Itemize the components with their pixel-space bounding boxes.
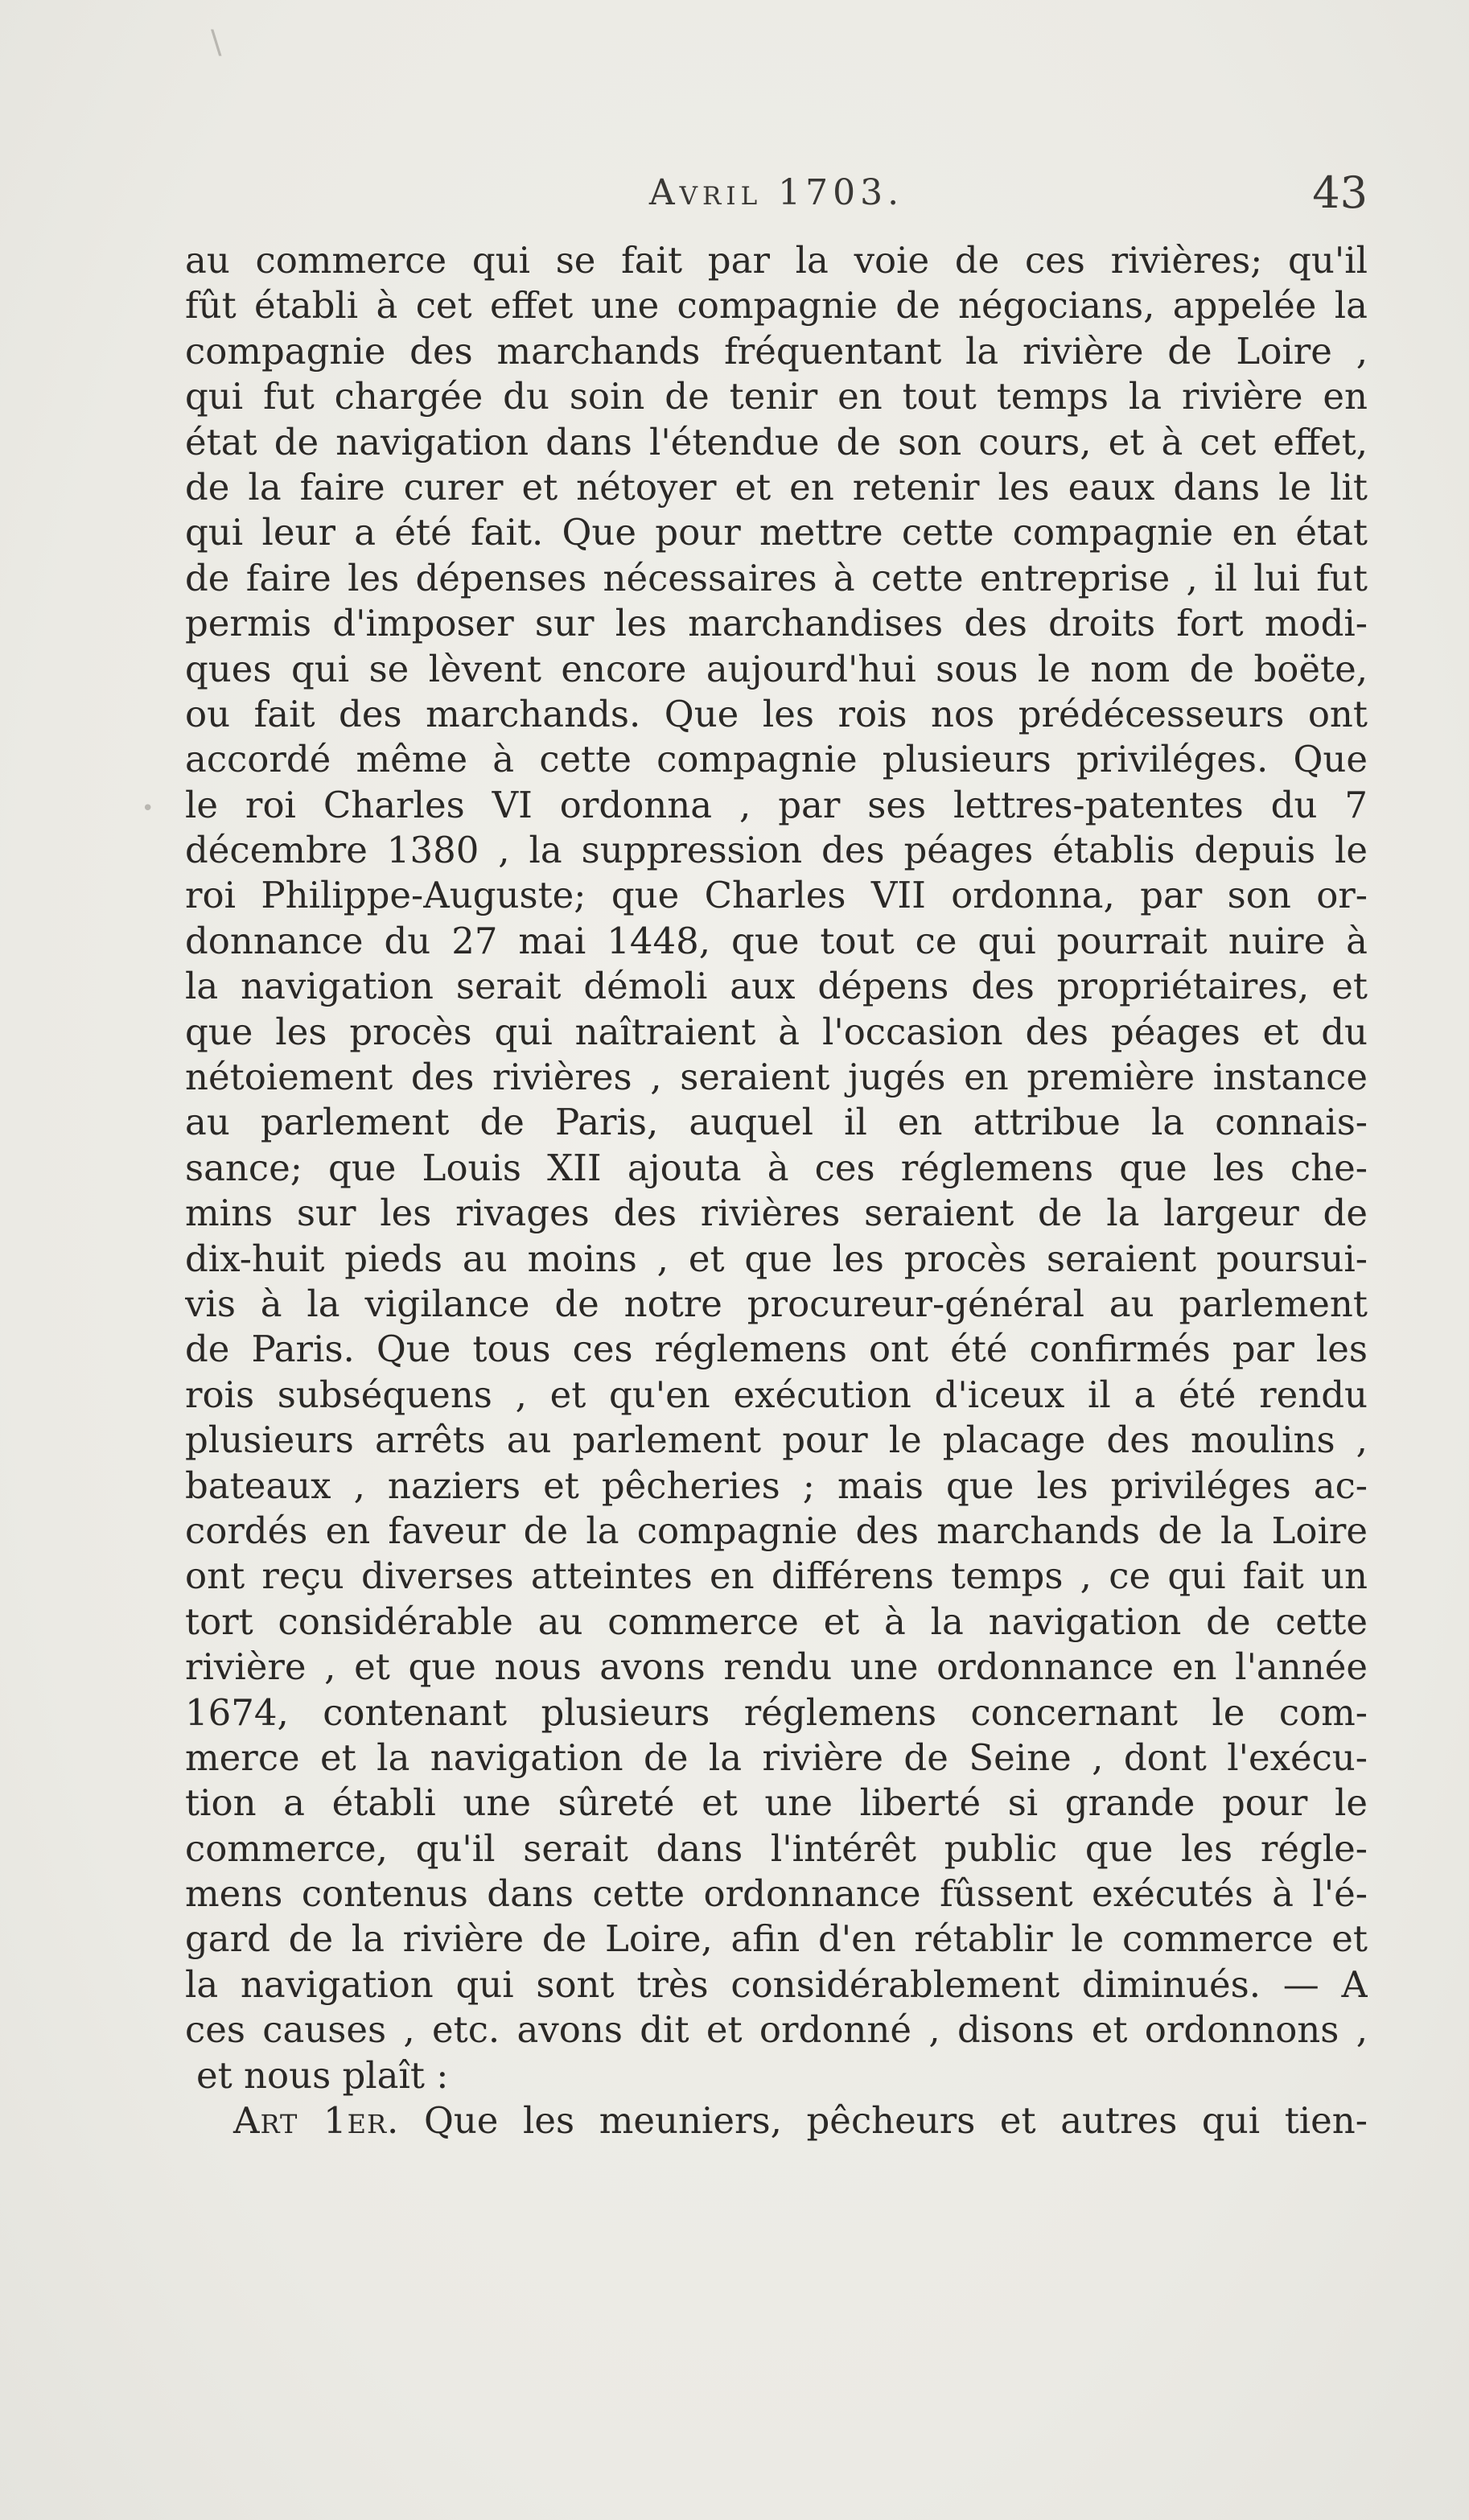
text-line: rivière , et que nous avons rendu une ordonnance en l'année — [185, 1645, 1368, 1689]
text-line: au commerce qui se fait par la voie de ces rivières; qu'il — [185, 239, 1368, 282]
text-line: tort considérable au commerce et à la navigation de cette — [185, 1600, 1368, 1643]
text-line: gard de la rivière de Loire, afin d'en rétablir le commerce et — [185, 1917, 1368, 1961]
text-line: merce et la navigation de la rivière de Seine , dont l'exécu- — [185, 1736, 1368, 1779]
text-line: sance; que Louis XII ajouta à ces réglemens que les che- — [185, 1146, 1368, 1189]
text-line: la navigation qui sont très considérablement diminués. — A — [185, 1962, 1368, 2006]
running-head — [185, 167, 1368, 220]
article-text: Que les meuniers, pêcheurs et autres qui tien- — [423, 2099, 1368, 2143]
text-line: de la faire curer et nétoyer et en retenir les eaux dans le lit — [185, 465, 1368, 509]
text-line: tion a établi une sûreté et une liberté si grande pour le — [185, 1781, 1368, 1825]
article-line — [185, 2098, 1368, 2143]
text-line: commerce, qu'il serait dans l'intérêt public que les régle- — [185, 1826, 1368, 1870]
text-line: vis à la vigilance de notre procureur-général au parlement — [185, 1282, 1368, 1325]
text-line: au parlement de Paris, auquel il en attribue la connais- — [185, 1101, 1368, 1144]
text-line: accordé même à cette compagnie plusieurs priviléges. Que — [185, 738, 1368, 781]
page-number: 43 — [1312, 167, 1368, 218]
text-line: décembre 1380 , la suppression des péages établis depuis le — [185, 829, 1368, 872]
text-line: qui leur a été fait. Que pour mettre cette compagnie en état — [185, 511, 1368, 554]
text-line: rois subséquens , et qu'en exécution d'iceux il a été rendu — [185, 1373, 1368, 1416]
text-line: nétoiement des rivières , seraient jugés en première instance — [185, 1056, 1368, 1099]
margin-dot-left: • — [142, 797, 154, 821]
text-line: roi Philippe-Auguste; que Charles VII ordonna, par son or- — [185, 874, 1368, 917]
body-text — [185, 238, 1368, 2143]
text-line: 1674, contenant plusieurs réglemens concernant le com- — [185, 1690, 1368, 1734]
text-line: le roi Charles VI ordonna , par ses lettres-patentes du 7 — [185, 783, 1368, 826]
text-line: cordés en faveur de la compagnie des marchands de la Loire — [185, 1509, 1368, 1552]
text-line: qui fut chargée du soin de tenir en tout temps la rivière en — [185, 375, 1368, 418]
text-line: dix-huit pieds au moins , et que les procès seraient poursui- — [185, 1237, 1368, 1280]
running-title: Avril 1703. — [648, 172, 904, 213]
text-line: permis d'imposer sur les marchandises des droits fort modi- — [185, 602, 1368, 645]
text-line: bateaux , naziers et pêcheries ; mais que les priviléges ac- — [185, 1464, 1368, 1507]
article-label: Art 1er. — [233, 2099, 400, 2143]
text-line: mins sur les rivages des rivières seraient de la largeur de — [185, 1192, 1368, 1235]
text-line: de Paris. Que tous ces réglemens ont été confirmés par les — [185, 1328, 1368, 1371]
text-line: donnance du 27 mai 1448, que tout ce qui pourrait nuire à — [185, 919, 1368, 962]
text-line: ques qui se lèvent encore aujourd'hui sous le nom de boëte, — [185, 647, 1368, 690]
text-line: de faire les dépenses nécessaires à cette entreprise , il lui fut — [185, 556, 1368, 599]
text-line: ou fait des marchands. Que les rois nos prédécesseurs ont — [185, 692, 1368, 735]
closing-line: et nous plaît : — [196, 2053, 449, 2097]
text-line: ces causes , etc. avons dit et ordonné , disons et ordonnons , — [185, 2008, 1368, 2052]
text-line: plusieurs arrêts au parlement pour le placage des moulins , — [185, 1419, 1368, 1462]
text-line: la navigation serait démoli aux dépens des propriétaires, et — [185, 965, 1368, 1008]
text-line: mens contenus dans cette ordonnance fûssent exécutés à l'é- — [185, 1872, 1368, 1916]
text-line: ont reçu diverses atteintes en différens temps , ce qui fait un — [185, 1554, 1368, 1598]
margin-stroke-top: \ — [211, 24, 222, 61]
text-line: compagnie des marchands fréquentant la rivière de Loire , — [185, 329, 1368, 373]
text-line: que les procès qui naîtraient à l'occasion des péages et du — [185, 1010, 1368, 1053]
text-line: fût établi à cet effet une compagnie de négocians, appelée la — [185, 284, 1368, 327]
text-line: état de navigation dans l'étendue de son cours, et à cet effet, — [185, 420, 1368, 463]
